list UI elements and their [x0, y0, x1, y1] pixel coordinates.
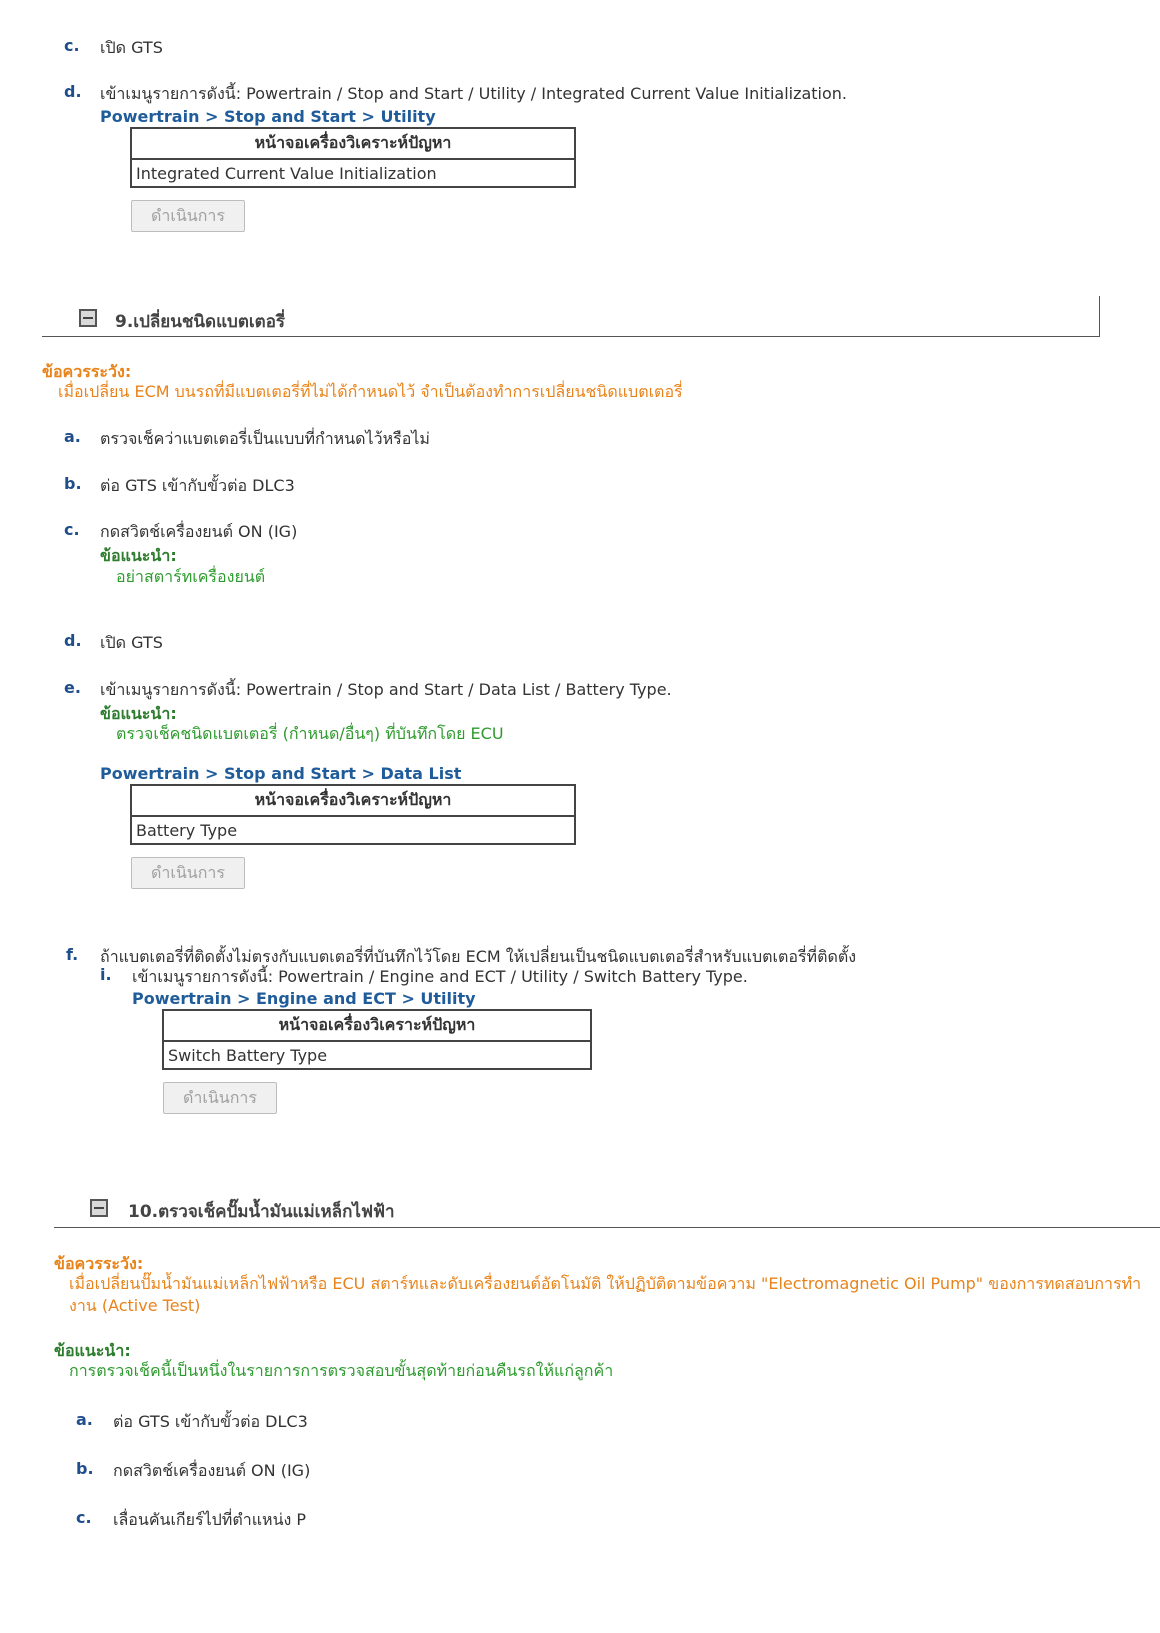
caution-label: ข้อควรระวัง:	[42, 362, 132, 381]
execute-button[interactable]: ดำเนินการ	[163, 1082, 277, 1114]
collapse-icon[interactable]	[79, 309, 97, 327]
execute-button[interactable]: ดำเนินการ	[131, 857, 245, 889]
step-letter-b: b.	[76, 1459, 94, 1478]
step-text: ต่อ GTS เข้ากับขั้วต่อ DLC3	[100, 476, 295, 495]
section-divider	[1099, 296, 1100, 336]
hint-text: ตรวจเช็คชนิดแบตเตอรี่ (กำหนด/อื่นๆ) ที่บันทึกโดย ECU	[116, 724, 504, 743]
caution-text: งาน (Active Test)	[69, 1296, 201, 1315]
section-title-9[interactable]: 9.เปลี่ยนชนิดแบตเตอรี่	[115, 312, 286, 332]
step-letter-e: e.	[64, 678, 81, 697]
menu-path: Powertrain > Stop and Start > Data List	[100, 764, 462, 783]
table-row: Integrated Current Value Initialization	[131, 159, 575, 187]
hint-label: ข้อแนะนำ:	[54, 1341, 131, 1360]
hint-label: ข้อแนะนำ:	[100, 546, 177, 565]
step-text: ต่อ GTS เข้ากับขั้วต่อ DLC3	[113, 1412, 308, 1431]
step-text: ตรวจเช็คว่าแบตเตอรี่เป็นแบบที่กำหนดไว้หรือไม่	[100, 429, 430, 448]
collapse-icon[interactable]	[90, 1199, 108, 1217]
step-text: เปิด GTS	[100, 633, 163, 652]
table-header: หน้าจอเครื่องวิเคราะห์ปัญหา	[131, 128, 575, 159]
step-letter-b: b.	[64, 474, 82, 493]
step-text: ถ้าแบตเตอรี่ที่ติดตั้งไม่ตรงกับแบตเตอรี่ที่บันทึกไว้โดย ECM ให้เปลี่ยนเป็นชนิดแบตเตอรี่สำหรับแบตเตอรี่ที่ติดตั้ง	[100, 947, 857, 966]
hint-text: อย่าสตาร์ทเครื่องยนต์	[116, 567, 266, 586]
step-text: กดสวิตช์เครื่องยนต์ ON (IG)	[100, 522, 298, 541]
step-text-open-gts: เปิด GTS	[100, 38, 163, 57]
step-letter-a: a.	[64, 427, 81, 446]
step-text-menu-utility: เข้าเมนูรายการดังนี้: Powertrain / Stop and Start / Utility / Integrated Current Value Initialization.	[100, 84, 848, 103]
caution-label: ข้อควรระวัง:	[54, 1254, 144, 1273]
step-letter-d: d.	[64, 631, 82, 650]
table-header: หน้าจอเครื่องวิเคราะห์ปัญหา	[131, 785, 575, 816]
caution-text: เมื่อเปลี่ยน ECM บนรถที่มีแบตเตอรี่ที่ไม่ได้กำหนดไว้ จำเป็นต้องทำการเปลี่ยนชนิดแบตเตอรี่	[58, 382, 683, 401]
table-row: Battery Type	[131, 816, 575, 844]
section-divider	[54, 1227, 1160, 1228]
table-row: Switch Battery Type	[163, 1041, 591, 1069]
substep-text: เข้าเมนูรายการดังนี้: Powertrain / Engine and ECT / Utility / Switch Battery Type.	[132, 967, 748, 986]
tester-screen-table	[130, 127, 576, 188]
tester-screen-table	[162, 1009, 592, 1070]
substep-letter-i: i.	[100, 965, 112, 984]
step-letter-a: a.	[76, 1410, 93, 1429]
table-header: หน้าจอเครื่องวิเคราะห์ปัญหา	[163, 1010, 591, 1041]
tester-screen-table	[130, 784, 576, 845]
section-divider	[42, 336, 1100, 337]
hint-text: การตรวจเช็คนี้เป็นหนึ่งในรายการการตรวจสอบขั้นสุดท้ายก่อนคืนรถให้แก่ลูกค้า	[69, 1361, 614, 1380]
step-text: เลื่อนคันเกียร์ไปที่ตำแหน่ง P	[113, 1510, 307, 1529]
hint-label: ข้อแนะนำ:	[100, 704, 177, 723]
caution-text: เมื่อเปลี่ยนปั๊มน้ำมันแม่เหล็กไฟฟ้าหรือ ECU สตาร์ทและดับเครื่องยนต์อัตโนมัติ ให้ปฏิบัติตามข้อความ "Electromagnetic Oil Pump" ของการทดสอบการทำ	[69, 1274, 1142, 1293]
step-letter-c: c.	[64, 36, 80, 55]
step-letter-c: c.	[64, 520, 80, 539]
execute-button[interactable]: ดำเนินการ	[131, 200, 245, 232]
step-letter-c: c.	[76, 1508, 92, 1527]
step-text: กดสวิตช์เครื่องยนต์ ON (IG)	[113, 1461, 311, 1480]
step-letter-d: d.	[64, 82, 82, 101]
step-letter-f: f.	[66, 945, 79, 964]
menu-path: Powertrain > Engine and ECT > Utility	[132, 989, 476, 1008]
step-text: เข้าเมนูรายการดังนี้: Powertrain / Stop and Start / Data List / Battery Type.	[100, 680, 672, 699]
menu-path: Powertrain > Stop and Start > Utility	[100, 107, 436, 126]
section-title-10[interactable]: 10.ตรวจเช็คปั๊มน้ำมันแม่เหล็กไฟฟ้า	[128, 1202, 395, 1222]
